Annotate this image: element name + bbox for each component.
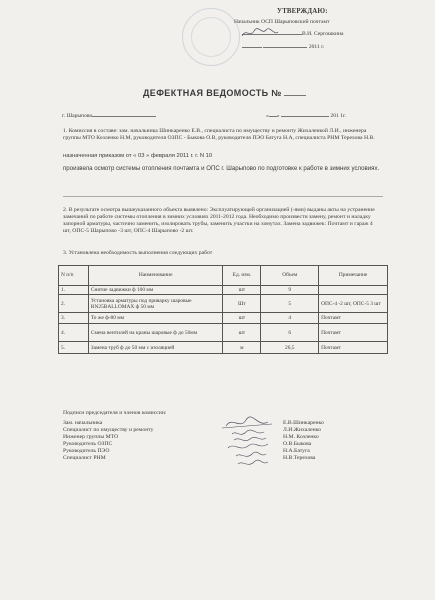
date-suffix: 201 1г. [330,113,347,119]
cell-volume: 4 [261,313,319,324]
document-title [143,88,306,98]
signature-role: Специалист по имуществу и ремонту [63,427,154,433]
signature-roles [63,420,154,462]
signature-role: Инженер группы МТО [63,434,119,440]
cell-number: 2. [59,295,89,313]
inspection-line: произвела осмотр системы отопления почтамта и ОПС г. Шарыпово по подготовке к работе в зимних условиях. [63,165,380,172]
signature-role: Зам. начальника [63,420,103,426]
works-heading: 3. Установлена необходимость выполнения следующих работ [63,250,213,256]
document-title-text: ДЕФЕКТНАЯ ВЕДОМОСТЬ № [143,88,282,98]
approval-title: УТВЕРЖДАЮ: [277,8,328,15]
signature-name: Н.А.Батуга [283,448,310,454]
date-field: « » 201 1г. [266,113,347,119]
col-header-volume: Объем [261,266,319,286]
cell-name: Замена труб ф до 50 мм с изоляцией [88,342,223,354]
order-line: назначенная приказом от « 03 » февраля 2011 г. г. N 10 [63,153,213,159]
cell-volume: 6 [261,324,319,342]
cell-number: 4. [59,324,89,342]
findings-paragraph: 2. В результате осмотра вышеуказанного объекта выявлено: Эксплуатирующей организацией (-ями) выданы акты на устранение замечаний по работе системы отопления в зимних условиях 2011-2012 года. Необходимо произвести замену, ремонт и наладку запорной арматуры, частично заменить, изолировать трубы, заменить участки на хомутах. Замена задвижек: Почтамт и гараж 4 шт, ОПС-5 Шарыпово -3 шт, ОПС-4 Шарыпово -2 шт. [63,207,375,235]
defects-table [58,265,388,354]
stamp-mark [182,8,240,66]
table-row [59,313,388,324]
approval-date-line [242,44,324,51]
signature-name: Е.В.Шинкаренко [283,420,324,426]
signature-role: Руководитель ОЗПС [63,441,113,447]
signatures-heading: Подписи председателя и членов комиссии: [63,410,167,416]
approval-name: В.И. Сергошкина [302,31,344,37]
cell-unit: шт [223,324,261,342]
cell-unit: Шт [223,295,261,313]
handwritten-signatures [210,414,282,470]
cell-note: Почтамт [319,342,388,354]
col-header-number: N п/п [59,266,89,286]
cell-note: Почтамт [319,313,388,324]
col-header-note: Примечание [319,266,388,286]
cell-volume: 26,5 [261,342,319,354]
approval-signature [240,26,280,40]
cell-unit: м [223,342,261,354]
cell-number: 1. [59,286,89,295]
table-header-row [59,266,388,286]
table-row [59,342,388,354]
cell-unit: шт [223,286,261,295]
signature-name: Л.И.Жихаленко [283,427,322,433]
signature-role: Руководитель ПЭО [63,448,110,454]
table-row [59,286,388,295]
cell-number: 5. [59,342,89,354]
cell-name: Смена вентилей на краны шаровые ф до 50мм [88,324,223,342]
cell-volume: 5 [261,295,319,313]
signature-name: Н.В.Терехова [283,455,316,461]
cell-name: Снятие задвижки ф 100 мм [88,286,223,295]
table-row [59,295,388,313]
cell-note [319,286,388,295]
signature-name: О.В.Быкова [283,441,312,447]
cell-note: Почтамт [319,324,388,342]
cell-unit: шт [223,313,261,324]
cell-name: Установка арматуры под приварку шаровые RN25BALLOMAX ф 50 мм [88,295,223,313]
commission-paragraph: 1. Комиссия в составе: зам. начальника Шинкаренко Е.В., специалиста по имуществу и ремонту Жихаленкой Л.И., инженера группы МТО Козленко Н.М, руководителя ОЗПС - Быкова О.В, руководителя ПЭО Батуга Н.А, специалиста РНМ Терехова Н.В. [63,128,375,142]
col-header-unit: Ед. изм. [223,266,261,286]
approval-year: 2011 г. [308,44,325,50]
col-header-name: Наименование [88,266,223,286]
cell-number: 3. [59,313,89,324]
place-field [62,113,156,120]
approval-position: Начальник ОСП Шарыповский почтамт [234,19,330,25]
cell-volume: 9 [261,286,319,295]
signature-names [283,420,324,462]
cell-note: ОПС-4 -2 шт, ОПС-5 3 шт [319,295,388,313]
signature-role: Специалист РНМ [63,455,106,461]
table-row [59,324,388,342]
divider [63,196,383,197]
place-text: г. Шарыпово [62,113,93,119]
signature-name: Н.М. Козленко [283,434,319,440]
cell-name: То же ф-80 мм [88,313,223,324]
